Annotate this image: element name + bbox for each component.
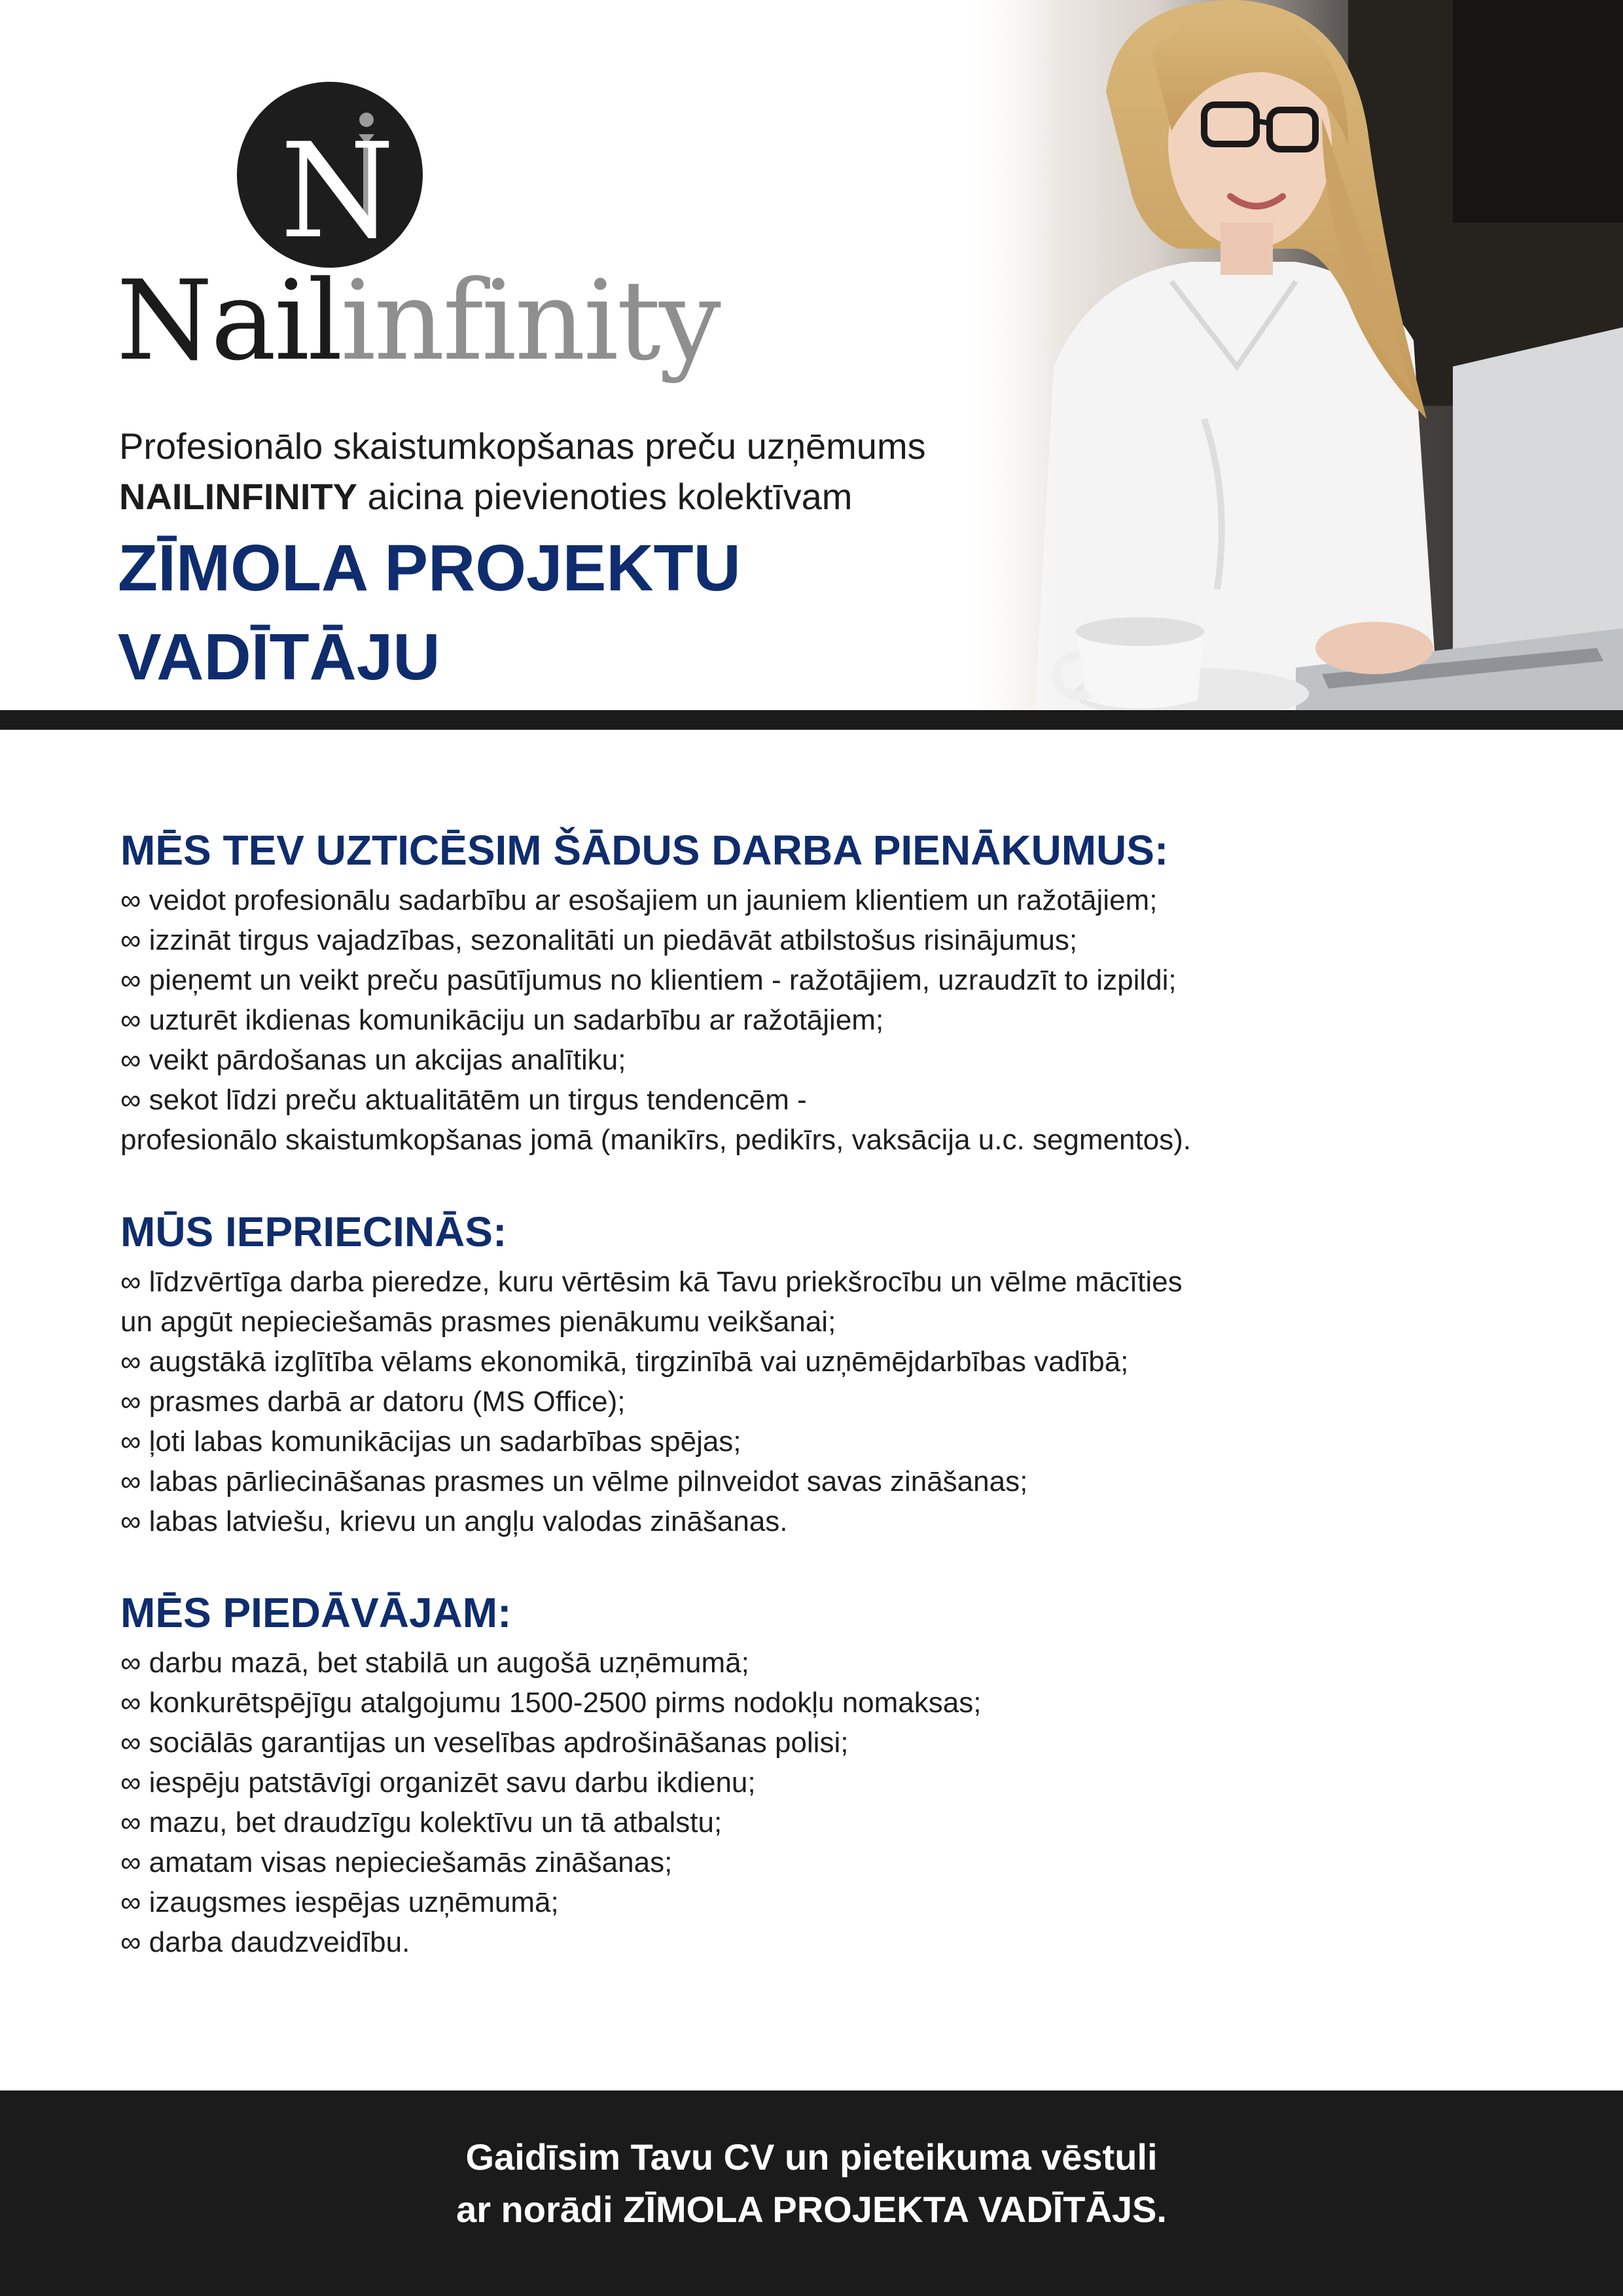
logo-wordmark-nail: Nail: [116, 257, 341, 385]
logo-monogram-letter: N: [280, 115, 395, 268]
requirements-item: un apgūt nepieciešamās prasmes pienākumu veikšanai;: [120, 1306, 836, 1338]
header-divider-bar: [0, 710, 1623, 730]
intro-line-2-rest: aicina pievienoties kolektīvam: [357, 476, 853, 517]
requirements-heading: MŪS IEPRIECINĀS:: [120, 1208, 507, 1255]
poster-header: [0, 0, 1623, 710]
intro-line-1: Profesionālo skaistumkopšanas preču uzņēmums: [119, 425, 926, 467]
footer-band: [0, 2090, 1623, 2296]
offer-item: ∞ mazu, bet draudzīgu kolektīvu un tā atbalstu;: [120, 1806, 722, 1839]
logo-monogram-icon: [237, 82, 423, 268]
hero-photo: [955, 0, 1623, 730]
offer-item: ∞ darba daudzveidību.: [120, 1926, 410, 1958]
footer-line-1: Gaidīsim Tavu CV un pieteikuma vēstuli: [465, 2136, 1158, 2178]
duties-item: ∞ uzturēt ikdienas komunikāciju un sadarbību ar ražotājiem;: [120, 1004, 884, 1036]
offer-section: [120, 1584, 1429, 1962]
duties-item: ∞ veidot profesionālu sadarbību ar esošajiem un jauniem klientiem un ražotājiem;: [120, 884, 1158, 916]
woman-with-laptop-illustration: [955, 0, 1623, 730]
requirements-item: ∞ labas pārliecināšanas prasmes un vēlme pilnveidot savas zināšanas;: [120, 1465, 1028, 1498]
duties-item: ∞ veikt pārdošanas un akcijas analītiku;: [120, 1044, 626, 1076]
logo-wordmark-infinity: infinity: [340, 257, 719, 385]
intro-line-2: [119, 472, 852, 522]
job-title: [118, 524, 942, 702]
offer-item: ∞ amatam visas nepieciešamās zināšanas;: [120, 1846, 673, 1878]
requirements-item: ∞ līdzvērtīga darba pieredze, kuru vērtēsim kā Tavu priekšrocību un vēlme mācīties: [120, 1266, 1183, 1298]
offer-item: ∞ konkurētspējīgu atalgojumu 1500-2500 pirms nodokļu nomaksas;: [120, 1687, 982, 1719]
duties-heading: MĒS TEV UZTICĒSIM ŠĀDUS DARBA PIENĀKUMUS:: [120, 827, 1169, 874]
offer-item: ∞ iespēju patstāvīgi organizēt savu darbu ikdienu;: [120, 1767, 756, 1799]
duties-item: ∞ pieņemt un veikt preču pasūtījumus no klientiem - ražotājiem, uzraudzīt to izpildi;: [120, 964, 1177, 996]
duties-item: ∞ izzināt tirgus vajadzības, sezonalitāti un piedāvāt atbilstošus risinājumus;: [120, 924, 1078, 956]
requirements-section: [120, 1203, 1429, 1541]
company-name: NAILINFINITY: [119, 476, 357, 517]
requirements-item: ∞ prasmes darbā ar datoru (MS Office);: [120, 1386, 626, 1418]
requirements-item: ∞ ļoti labas komunikācijas un sadarbības spējas;: [120, 1426, 741, 1458]
requirements-item: ∞ labas latviešu, krievu un angļu valodas zināšanas.: [120, 1505, 788, 1537]
job-title-line-2: VADĪTĀJU: [118, 620, 440, 694]
job-title-line-1: ZĪMOLA PROJEKTU: [118, 531, 741, 605]
offer-item: ∞ sociālās garantijas un veselības apdrošināšanas polisi;: [120, 1727, 849, 1759]
requirements-item: ∞ augstākā izglītība vēlams ekonomikā, tirgzinībā vai uzņēmējdarbības vadībā;: [120, 1346, 1129, 1378]
offer-heading: MĒS PIEDĀVĀJAM:: [120, 1589, 512, 1636]
footer-call-to-action: [0, 2131, 1623, 2236]
footer-line-2: ar norādi ZĪMOLA PROJEKTA VADĪTĀJS.: [456, 2189, 1167, 2230]
duties-item: profesionālo skaistumkopšanas jomā (manikīrs, pedikīrs, vaksācija u.c. segmentos).: [120, 1124, 1192, 1156]
offer-item: ∞ izaugsmes iespējas uzņēmumā;: [120, 1886, 559, 1918]
duties-section: [120, 821, 1429, 1160]
duties-item: ∞ sekot līdzi preču aktualitātēm un tirgus tendencēm -: [120, 1084, 807, 1116]
offer-item: ∞ darbu mazā, bet stabilā un augošā uzņēmumā;: [120, 1647, 749, 1679]
logo-monogram-circle: [237, 82, 423, 268]
logo-wordmark: [116, 255, 719, 386]
